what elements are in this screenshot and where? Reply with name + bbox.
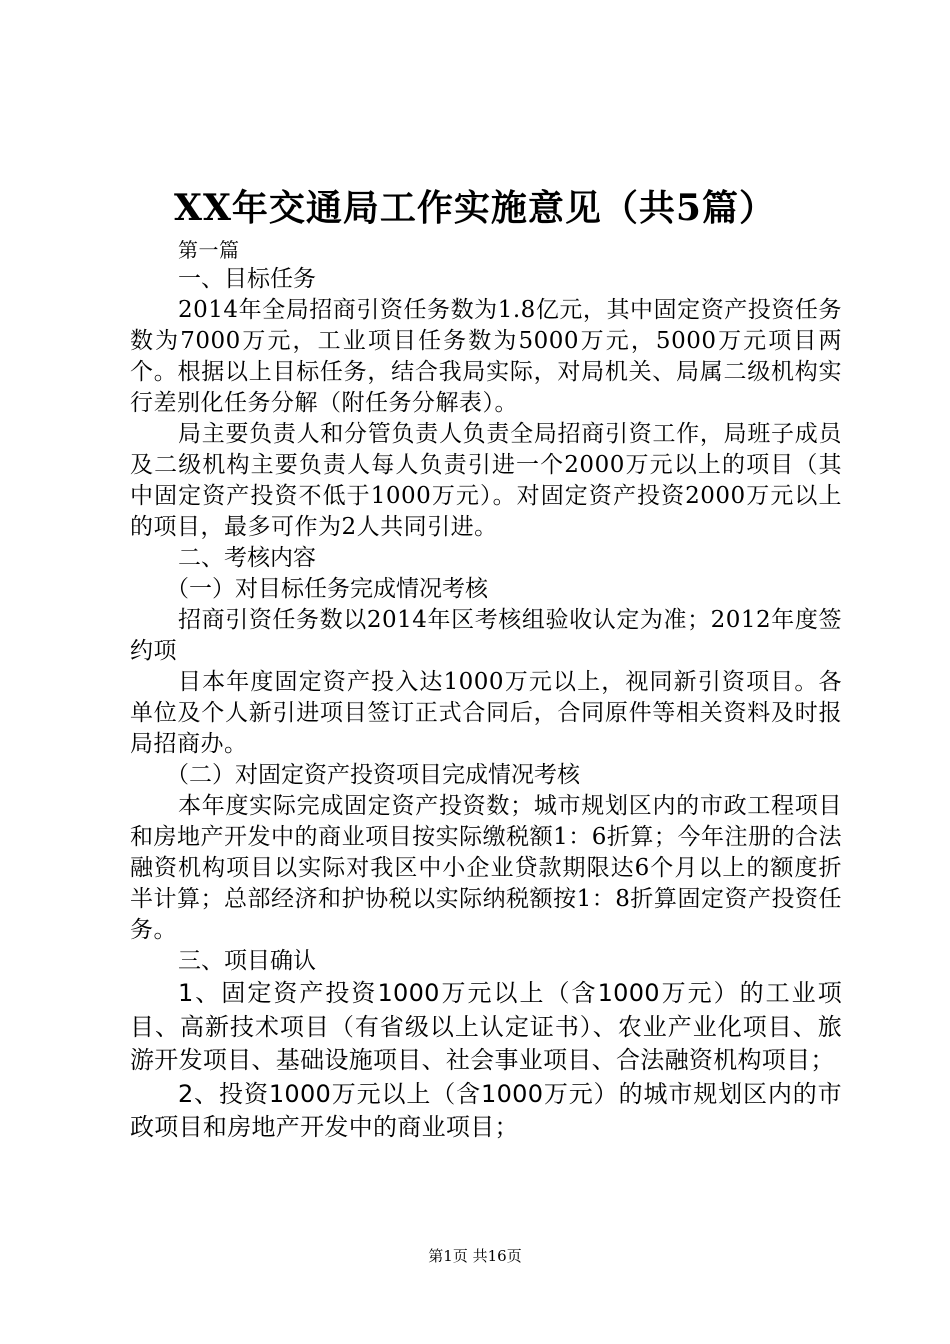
body-paragraph: 目本年度固定资产投入达1000万元以上，视同新引资项目。各单位及个人新引进项目签订正式合同后，合同原件等相关资料及时报局招商办。 — [130, 669, 842, 757]
document-body — [130, 236, 842, 1145]
page-footer: 第1页 共16页 — [428, 1247, 522, 1265]
document-title: XX年交通局工作实施意见（共5篇） — [174, 187, 776, 229]
section-heading: 一、目标任务 — [178, 266, 316, 292]
body-paragraph: 2、投资1000万元以上（含1000万元）的城市规划区内的市政项目和房地产开发中的商业项目； — [130, 1079, 842, 1141]
sub-heading: （一）对目标任务完成情况考核 — [166, 576, 488, 602]
body-paragraph: 本年度实际完成固定资产投资数；城市规划区内的市政工程项目和房地产开发中的商业项目按实际缴税额1：6折算；今年注册的合法融资机构项目以实际对我区中小企业贷款期限达6个月以上的额度折半计算；总部经济和护协税以实际纳税额按1：8折算固定资产投资任务。 — [130, 793, 842, 943]
body-paragraph: 招商引资任务数以2014年区考核组验收认定为准；2012年度签约项 — [130, 607, 842, 664]
body-paragraph: 1、固定资产投资1000万元以上（含1000万元）的工业项目、高新技术项目（有省级以上认定证书）、农业产业化项目、旅游开发项目、基础设施项目、社会事业项目、合法融资机构项目； — [130, 979, 842, 1074]
body-paragraph: 局主要负责人和分管负责人负责全局招商引资工作，局班子成员及二级机构主要负责人每人负责引进一个2000万元以上的项目（其中固定资产投资不低于1000万元）。对固定资产投资2000万元以上的项目，最多可作为2人共同引进。 — [130, 421, 842, 540]
sub-heading: （二）对固定资产投资项目完成情况考核 — [166, 762, 580, 788]
section-label: 第一篇 — [178, 238, 240, 262]
body-paragraph: 2014年全局招商引资任务数为1.8亿元，其中固定资产投资任务数为7000万元，工业项目任务数为5000万元，5000万元项目两个。根据以上目标任务，结合我局实际，对局机关、局属二级机构实行差别化任务分解（附任务分解表）。 — [130, 297, 842, 416]
section-heading: 三、项目确认 — [178, 948, 316, 974]
section-heading: 二、考核内容 — [178, 545, 316, 571]
